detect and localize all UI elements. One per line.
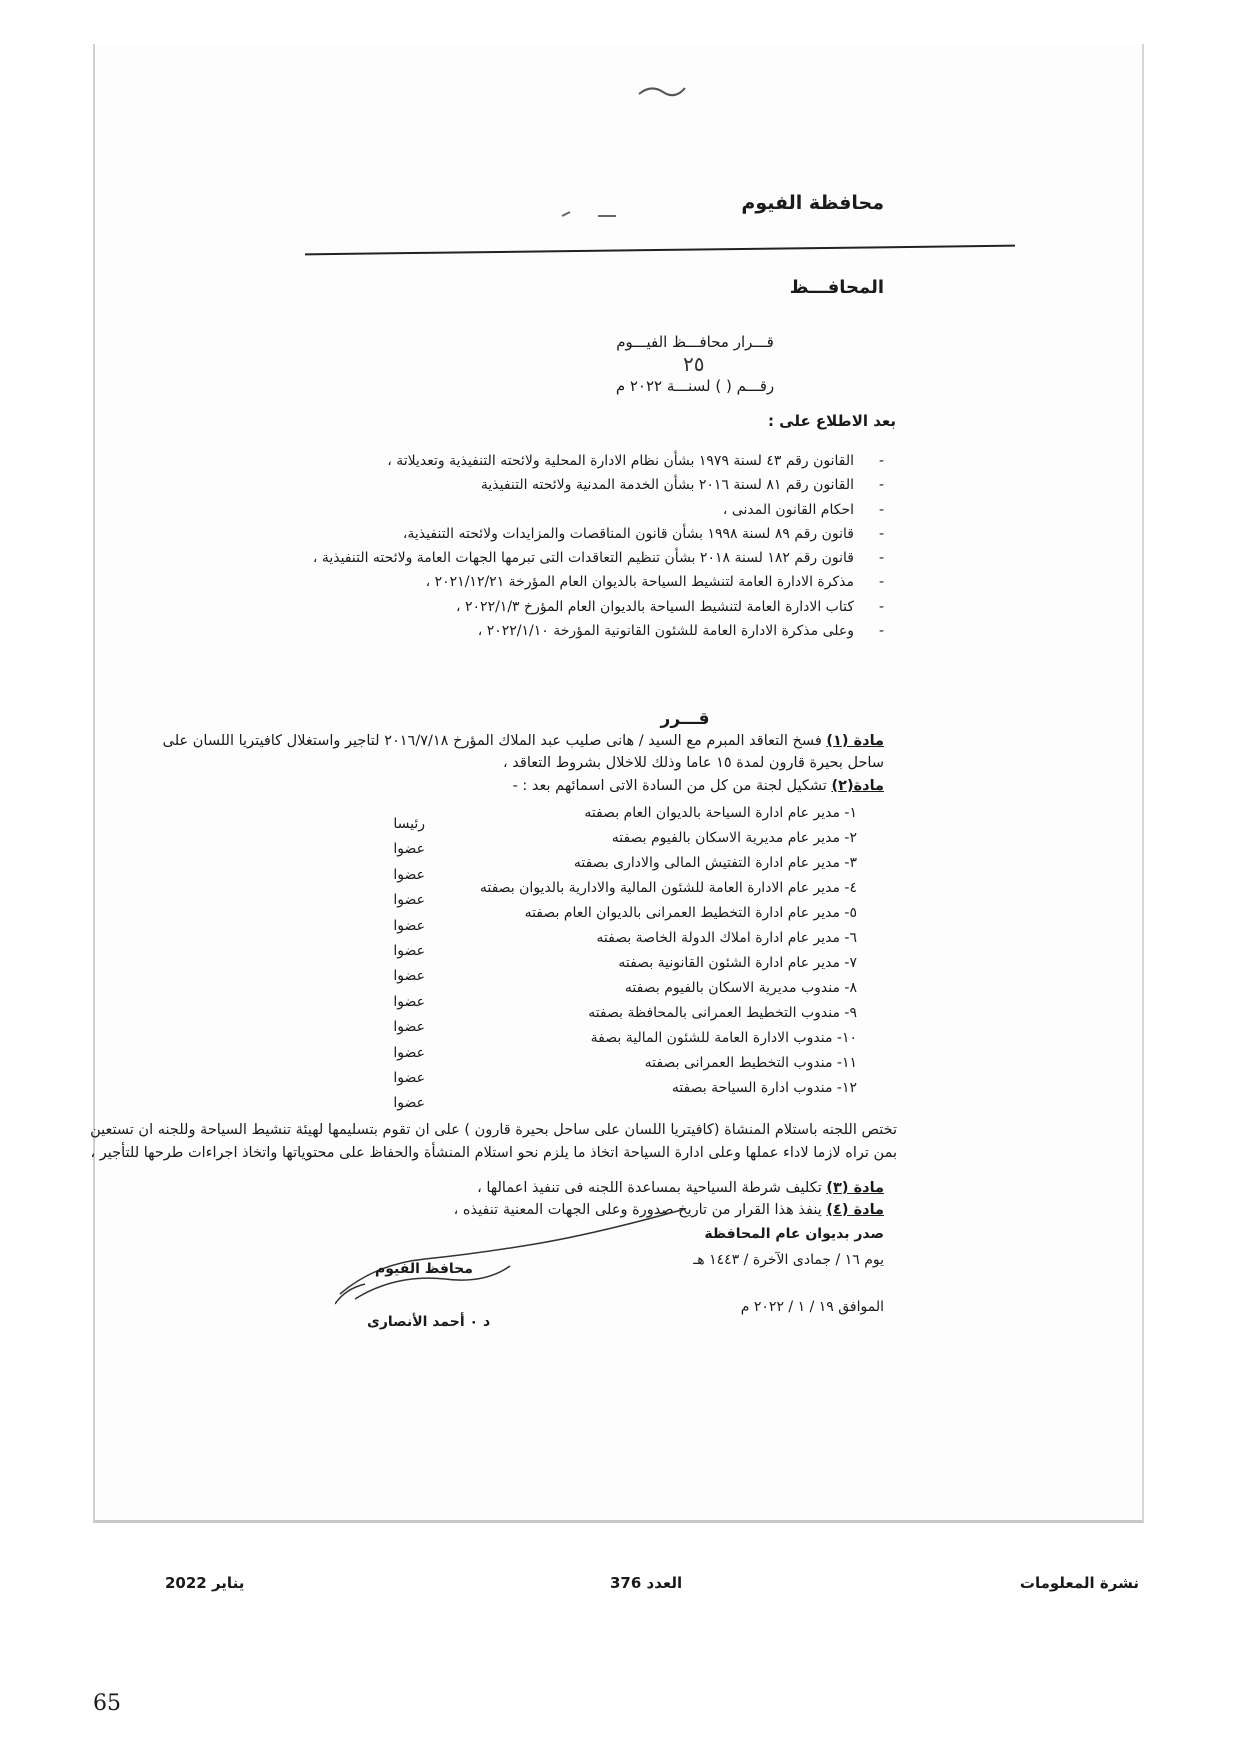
committee-paragraph: تختص اللجنه باستلام المنشاة (كافيتريا اللسان على ساحل بحيرة قارون ) على ان تقوم بتسليمها لهيئة تنشيط السياحة وللجنه ان تستعين بمن تراه لازما لاداء عملها وعلى ادارة السياحة اتخاذ ما يلزم نحو استلام المنشأة والحفاظ على محتوياتها واتخاذ اجراءات طرحها للتأجير ،: [90, 1122, 897, 1161]
article-4-label: مادة (٤): [826, 1202, 884, 1218]
scribble-mark: [637, 80, 687, 100]
reference-item: - مذكرة الادارة العامة لتنشيط السياحة بالديوان العام المؤرخة ٢٠٢١/١٢/٢١ ،: [124, 570, 884, 594]
decree-handwritten-number: ٢٥: [683, 352, 705, 376]
member-item: ١٢- مندوب ادارة السياحة بصفته: [671, 1080, 857, 1096]
member-item: ٦- مدير عام ادارة املاك الدولة الخاصة بصفته: [596, 930, 857, 946]
signature-name: د ٠ أحمد الأنصارى: [367, 1314, 491, 1330]
role-item: عضوا: [393, 917, 425, 934]
signature-title: محافظ الفيوم: [375, 1261, 473, 1277]
article-1: [124, 730, 884, 774]
member-item: ١- مدير عام ادارة السياحة بالديوان العام بصفته: [584, 805, 857, 821]
role-item: عضوا: [393, 1044, 425, 1061]
article-3-label: مادة (٣): [826, 1180, 884, 1196]
role-item: عضوا: [393, 993, 425, 1010]
role-item: عضوا: [393, 968, 425, 985]
member-item: ١١- مندوب التخطيط العمرانى بصفته: [644, 1055, 857, 1071]
committee-members: [157, 801, 857, 1101]
governor-heading: المحافـــظ: [789, 277, 884, 298]
reference-item: - وعلى مذكرة الادارة العامة للشئون القانونية المؤرخة ٢٠٢٢/١/١٠ ،: [124, 619, 884, 643]
decree-title: قـــرار محافـــظ الفيـــوم: [616, 333, 774, 351]
member-roles: [345, 812, 425, 1117]
reference-item: - احكام القانون المدنى ،: [124, 498, 884, 522]
top-scribble: [637, 80, 687, 106]
gregorian-date: الموافق ١٩ / ١ / ٢٠٢٢ م: [740, 1299, 884, 1315]
page-number: 65: [93, 1691, 121, 1716]
role-item: عضوا: [393, 892, 425, 909]
member-item: ١٠- مندوب الادارة العامة للشئون المالية بصفة: [590, 1030, 857, 1046]
reference-item: - كتاب الادارة العامة لتنشيط السياحة بالديوان العام المؤرخ ٢٠٢٢/١/٣ ،: [124, 595, 884, 619]
footer-date: يناير 2022: [165, 1574, 245, 1592]
article-3-text: تكليف شرطة السياحية بمساعدة اللجنه فى تنفيذ اعمالها ،: [477, 1180, 822, 1196]
role-item: عضوا: [393, 1095, 425, 1112]
decree-number-line: رقـــم ( ) لسنـــة ٢٠٢٢ م: [615, 377, 775, 395]
member-item: ٩- مندوب التخطيط العمرانى بالمحافظة بصفته: [588, 1005, 857, 1021]
member-item: ٣- مدير عام ادارة التفتيش المالى والادارى بصفته: [573, 855, 857, 871]
reference-item: - قانون رقم ١٨٢ لسنة ٢٠١٨ بشأن تنظيم التعاقدات التى تبرمها الجهات العامة ولائحته التنفيذية ،: [124, 546, 884, 570]
member-item: ٢- مدير عام مديرية الاسكان بالفيوم بصفته: [611, 830, 857, 846]
reference-item: - القانون رقم ٤٣ لسنة ١٩٧٩ بشأن نظام الادارة المحلية ولائحته التنفيذية وتعديلاتة ،: [124, 449, 884, 473]
reference-item: - القانون رقم ٨١ لسنة ٢٠١٦ بشأن الخدمة المدنية ولائحته التنفيذية: [124, 473, 884, 497]
article-4-text: ينفذ هذا القرار من تاريخ صدورة وعلى الجهات المعنية تنفيذه ،: [453, 1202, 822, 1218]
article-2-text: تشكيل لجنة من كل من السادة الاتى اسمائهم بعد : -: [512, 778, 827, 794]
article-2: [124, 775, 884, 797]
article-1-text: فسخ التعاقد المبرم مع السيد / هانى صليب عبد الملاك المؤرخ ٢٠١٦/٧/١٨ لتاجير واستغلال كافيتريا اللسان على ساحل بحيرة قارون لمدة ١٥ عاما وذلك للاخلال بشروط التعاقد ،: [162, 733, 884, 771]
governorate-name: محافظة الفيوم: [741, 192, 884, 214]
article-2-label: مادة(٢): [831, 778, 884, 794]
article-1-label: مادة (١): [826, 733, 884, 749]
role-item: عضوا: [393, 942, 425, 959]
decided-heading: قـــرر: [660, 709, 710, 729]
role-item: رئيسا: [393, 816, 425, 832]
role-item: عضوا: [393, 1069, 425, 1086]
hijri-date: يوم ١٦ / جمادى الآخرة / ١٤٤٣ هـ: [693, 1252, 884, 1268]
role-item: عضوا: [393, 866, 425, 883]
role-item: عضوا: [393, 1019, 425, 1036]
reference-list: [124, 449, 884, 643]
preamble-heading: بعد الاطلاع على :: [767, 412, 896, 430]
document-page: [90, 44, 1144, 1523]
role-item: عضوا: [393, 841, 425, 858]
smudge-mark: [560, 208, 620, 224]
member-item: ٧- مدير عام ادارة الشئون القانونية بصفته: [618, 955, 857, 971]
reference-item: - قانون رقم ٨٩ لسنة ١٩٩٨ بشأن قانون المناقصات والمزايدات ولائحته التنفيذية،: [124, 522, 884, 546]
member-item: ٥- مدير عام ادارة التخطيط العمرانى بالديوان العام بصفته: [524, 905, 857, 921]
footer-issue: العدد 376: [610, 1574, 683, 1592]
header-divider: [305, 245, 1015, 256]
article-3: [124, 1177, 884, 1199]
issued-line: صدر بديوان عام المحافظة: [704, 1226, 884, 1242]
member-item: ٤- مدير عام الادارة العامة للشئون المالية والادارية بالديوان بصفته: [479, 880, 857, 896]
stamp-smudge: [560, 208, 620, 228]
footer-publication: نشرة المعلومات: [1019, 1574, 1139, 1592]
member-item: ٨- مندوب مديرية الاسكان بالفيوم بصفته: [624, 980, 857, 996]
